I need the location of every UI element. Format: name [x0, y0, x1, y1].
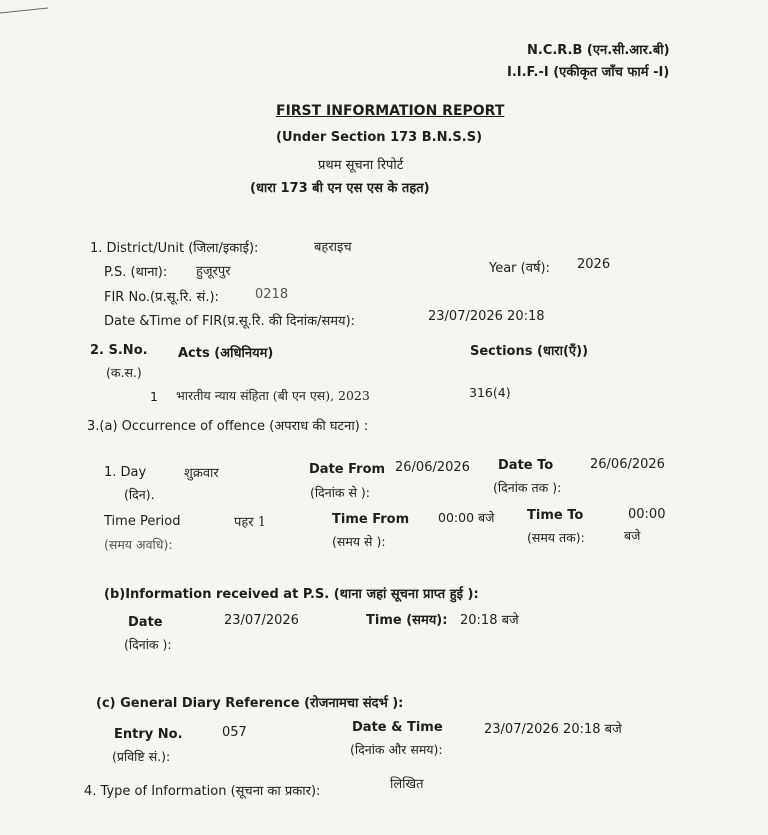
district-label: 1. District/Unit (जिला/इकाई):	[90, 241, 259, 256]
district-value: बहराइच	[314, 240, 352, 255]
date-to-hindi: (दिनांक तक ):	[493, 480, 562, 495]
year-label: Year (वर्ष):	[489, 261, 550, 276]
info-date-label: Date	[128, 615, 163, 630]
entry-no-hindi: (प्रविष्टि सं.):	[112, 749, 171, 764]
date-from-hindi: (दिनांक से ):	[310, 485, 371, 500]
date-from-label: Date From	[309, 462, 386, 477]
time-to-label: Time To	[527, 508, 584, 523]
time-to-suffix: बजे	[624, 528, 641, 543]
fir-datetime-value: 23/07/2026 20:18	[428, 309, 545, 324]
gd-datetime-label: Date & Time	[352, 720, 443, 735]
time-to-hindi: (समय तक):	[527, 530, 585, 545]
date-to-label: Date To	[498, 458, 554, 473]
time-period-label: Time Period	[104, 514, 181, 529]
time-from-label: Time From	[332, 512, 410, 527]
gd-datetime-hindi: (दिनांक और समय):	[350, 742, 443, 757]
ps-value: हुजूरपुर	[196, 264, 231, 279]
entry-no-value: 057	[222, 725, 247, 740]
report-title: FIRST INFORMATION REPORT	[276, 103, 505, 119]
fir-no-label: FIR No.(प्र.सू.रि. सं.):	[104, 290, 219, 305]
act-row-sno: 1	[150, 389, 158, 404]
gd-datetime-value: 23/07/2026 20:18 बजे	[484, 722, 622, 737]
info-received-label: (b)Information received at P.S. (थाना जहां सूचना प्राप्त हुई ):	[104, 587, 479, 602]
year-value: 2026	[577, 257, 611, 272]
fir-datetime-label: Date &Time of FIR(प्र.सू.रि. की दिनांक/समय):	[104, 314, 356, 329]
day-label-hindi: (दिन).	[124, 487, 155, 502]
info-date-hindi: (दिनांक ):	[124, 637, 172, 652]
time-from-value: 00:00 बजे	[438, 510, 495, 525]
ncrb-label: N.C.R.B (एन.सी.आर.बी)	[527, 43, 670, 58]
time-to-value: 00:00	[628, 507, 666, 522]
date-from-value: 26/06/2026	[395, 460, 470, 475]
time-period-hindi: (समय अवधि):	[104, 537, 173, 552]
report-title-hindi: प्रथम सूचना रिपोर्ट	[318, 158, 404, 173]
info-time-value: 20:18 बजे	[460, 613, 519, 628]
ps-label: P.S. (थाना):	[104, 265, 168, 280]
info-time-label: Time (समय):	[366, 613, 448, 628]
sno-label-hindi: (क.स.)	[106, 365, 142, 380]
report-subtitle: (Under Section 173 B.N.S.S)	[276, 130, 483, 145]
report-subtitle-hindi: (धारा 173 बी एन एस एस के तहत)	[250, 181, 430, 196]
act-row-name: भारतीय न्याय संहिता (बी एन एस), 2023	[176, 388, 370, 403]
iif-label: I.I.F.-I (एकीकृत जाँच फार्म -I)	[507, 65, 670, 80]
entry-no-label: Entry No.	[114, 727, 183, 742]
occurrence-label: 3.(a) Occurrence of offence (अपराध की घटना) :	[87, 419, 369, 434]
fir-no-value: 0218	[255, 287, 289, 302]
acts-label: Acts (अधिनियम)	[178, 346, 274, 361]
day-label: 1. Day	[104, 465, 147, 480]
info-type-value: लिखित	[390, 777, 424, 792]
act-row-section: 316(4)	[469, 385, 511, 400]
gd-reference-label: (c) General Diary Reference (रोजनामचा संदर्भ ):	[96, 696, 404, 711]
time-period-value: पहर 1	[234, 515, 267, 530]
day-value: शुक्रवार	[184, 466, 219, 481]
sno-label: 2. S.No.	[90, 343, 148, 358]
time-from-hindi: (समय से ):	[332, 534, 386, 549]
info-date-value: 23/07/2026	[224, 613, 299, 628]
info-type-label: 4. Type of Information (सूचना का प्रकार):	[84, 784, 321, 799]
sections-label: Sections (धारा(एँ))	[470, 344, 589, 359]
scan-mark	[0, 0, 48, 14]
date-to-value: 26/06/2026	[590, 457, 665, 472]
